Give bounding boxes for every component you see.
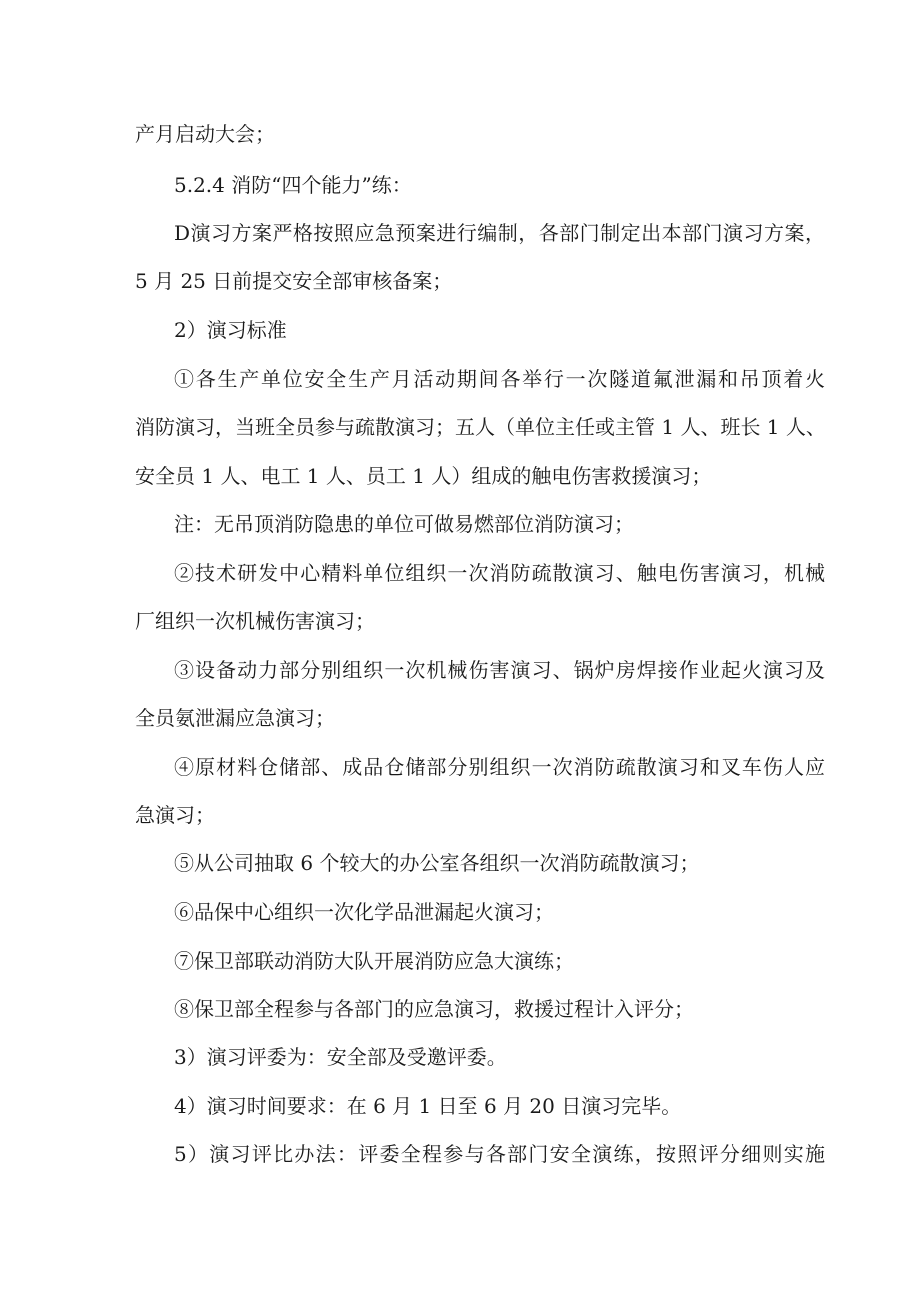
text-line: ⑧保卫部全程参与各部门的应急演习，救援过程计入评分； (174, 997, 694, 1021)
text-line: 3）演习评委为：安全部及受邀评委。 (174, 1045, 507, 1069)
text-line: 注：无吊顶消防隐患的单位可做易燃部位消防演习； (174, 512, 634, 536)
text-line: 4）演习时间要求：在 6 月 1 日至 6 月 20 日演习完毕。 (174, 1094, 682, 1118)
text-line: ④原材料仓储部、成品仓储部分别组织一次消防疏散演习和叉车伤人应 (174, 755, 825, 779)
text-line: ③设备动力部分别组织一次机械伤害演习、锅炉房焊接作业起火演习及 (174, 658, 825, 682)
text-line: ②技术研发中心精料单位组织一次消防疏散演习、触电伤害演习，机械 (174, 561, 825, 585)
text-line: 5 月 25 日前提交安全部审核备案； (135, 269, 453, 293)
text-line: 全员氨泄漏应急演习； (135, 706, 335, 730)
text-line: 产月启动大会； (135, 122, 275, 146)
text-line: ⑥品保中心组织一次化学品泄漏起火演习； (174, 900, 554, 924)
text-line: ⑦保卫部联动消防大队开展消防应急大演练； (174, 949, 574, 973)
text-line: 安全员 1 人、电工 1 人、员工 1 人）组成的触电伤害救援演习； (135, 464, 712, 488)
text-line: 消防演习，当班全员参与疏散演习；五人（单位主任或主管 1 人、班长 1 人、 (135, 415, 826, 439)
text-line: ①各生产单位安全生产月活动期间各举行一次隧道氟泄漏和吊顶着火 (174, 367, 825, 391)
text-line: 厂组织一次机械伤害演习； (135, 609, 375, 633)
text-line: ⑤从公司抽取 6 个较大的办公室各组织一次消防疏散演习； (174, 851, 700, 875)
text-line: 急演习； (135, 803, 215, 827)
text-line: 5.2.4 消防“四个能力”练： (174, 173, 412, 197)
text-line: D演习方案严格按照应急预案进行编制，各部门制定出本部门演习方案， (174, 221, 825, 245)
text-line: 2）演习标准 (174, 318, 287, 342)
text-line: 5）演习评比办法：评委全程参与各部门安全演练，按照评分细则实施 (174, 1142, 825, 1166)
